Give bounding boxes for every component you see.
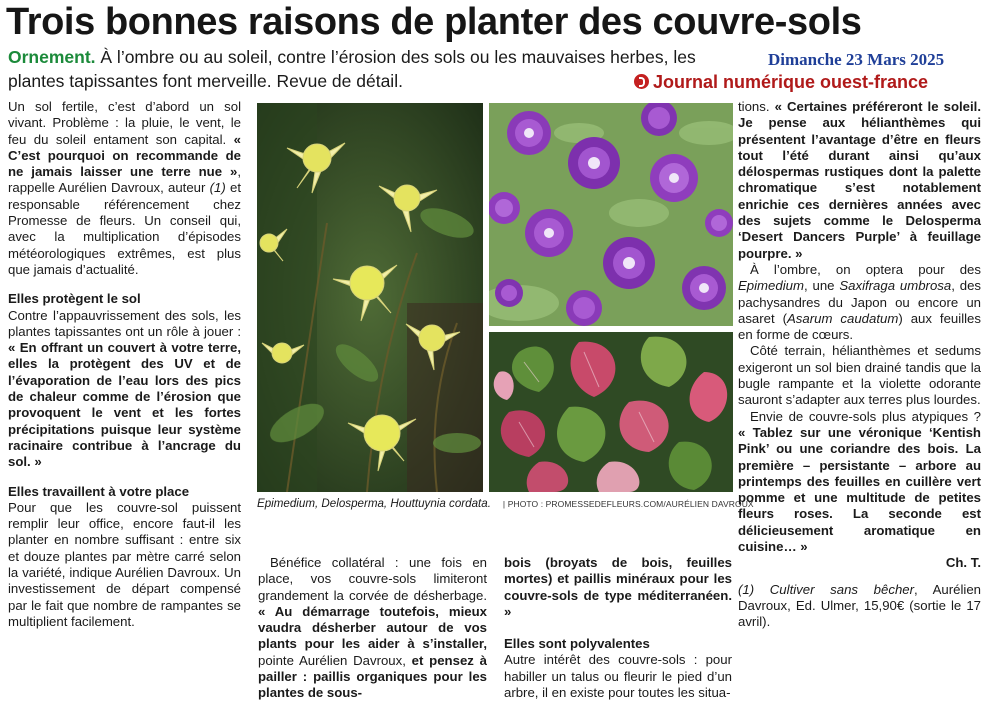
photo-epimedium [257, 103, 483, 492]
photo-credit: | PHOTO : PROMESSEDEFLEURS.COM/AURÉLIEN DAVROUX [502, 499, 754, 509]
paragraph [738, 262, 981, 343]
latin-name: Epimedium [738, 278, 804, 294]
footnote [738, 582, 981, 631]
text-run: , Aurélien Davroux, Ed. Ulmer, 15,90€ (sortie le 17 avril). [738, 581, 982, 630]
quote: « Certaines préféreront le soleil. Je pense aux hélianthèmes qui présentent l’avantage d’être en fleurs tout l’été durant ainsi qu’aux délospermas rustiques dont la palette chromatique s’est notablement enrichie ces dernières années avec des sujets comme le Delosperma ‘Desert Dancers Purple’ à feuillage pourpre. » [738, 99, 982, 261]
paragraph [738, 409, 981, 556]
book-title: (1) Cultiver sans bêcher [738, 581, 915, 597]
subheading: Elles protègent le sol [8, 291, 141, 307]
text-run: Bénéfice collatéral : une fois en place, vos couvre-sols limiteront grandement la corvée de désherbage. [258, 555, 487, 603]
text-run: , une [803, 278, 840, 294]
text-run: pointe Aurélien Davroux, [258, 652, 412, 668]
paragraph [8, 99, 241, 278]
headline: Trois bonnes raisons de planter des couvre-sols [6, 1, 862, 43]
quote: « Au démarrage toutefois, mieux vaudra désherber autour de vos plants pour les aider à s’installer, [258, 603, 487, 652]
text-run: ) aux feuilles en forme de cœurs. [738, 310, 981, 343]
text-run: tions. [738, 99, 775, 114]
text-run: Contre l’appauvrissement des sols, les plantes tapissantes ont un rôle à jouer : [8, 307, 241, 339]
article-column-1 [8, 99, 241, 630]
text-run: Envie de couvre-sols plus atypiques ? [750, 408, 981, 424]
paragraph [258, 555, 487, 702]
article-column-3 [504, 555, 732, 701]
photo-delosperma [489, 103, 733, 326]
paragraph: Pour que les couvre-sol puissent remplir leur office, encore faut-il les planter en nombre suffisant : entre six et douze plantes par mètre carré selon la variété, indique Aurélien Davroux. Un investissement de départ compensé par le fait que nombre de rampantes se multiplient facilement. [8, 499, 241, 629]
text-run: et responsable référencement chez Promesse de fleurs. Un conseil qui, avec la multiplication d’épisodes météorologiques extrêmes, est plus que jamais d’actualité. [8, 180, 241, 277]
paragraph [504, 555, 732, 620]
caption-text: Epimedium, Delosperma, Houttuynia cordata. [257, 497, 491, 510]
quote: « Tablez sur une véronique ‘Kentish Pink’ ou une coriandre des bois. La première – persistante – arbore au printemps des feuilles en cuillère vert pomme et une multitude de petites fleurs roses. La seconde est délicieusement aromatique en cuisine… » [738, 424, 981, 555]
paragraph [738, 99, 981, 262]
subheading: Elles travaillent à votre place [8, 483, 190, 499]
article-column-2 [258, 555, 487, 702]
quote: et pensez à pailler : paillis organiques pour les plantes de sous- [258, 652, 487, 701]
journal-label: Journal numérique ouest-france [653, 72, 929, 92]
author-signature: Ch. T. [945, 555, 981, 571]
quote: « En offrant un couvert à votre terre, elles la protègent des UV et de l’évaporation de l’eau lors des pics de chaleur comme de l’érosion que provoquent le vent et les fortes précipitations puisque leur système racinaire contribue à l’ancrage du sol. » [8, 340, 241, 470]
article-column-4 [738, 99, 981, 631]
ouest-france-logo-icon [634, 74, 649, 89]
paragraph: Côté terrain, hélianthèmes et sedums exigeront un sol bien drainé tandis que la bugle rampante et la violette odorante sauront s’adapter aux terres plus lourdes. [738, 343, 981, 408]
deck-kicker: Ornement. [8, 47, 96, 67]
journal-name [634, 72, 928, 93]
publication-date: Dimanche 23 Mars 2025 [768, 50, 945, 69]
photo-caption [257, 497, 754, 510]
latin-name: Saxifraga umbrosa [839, 278, 952, 294]
text-run: À l’ombre, on optera pour des [750, 261, 981, 277]
subheading: Elles sont polyvalentes [504, 636, 650, 652]
photo-houttuynia [489, 332, 733, 492]
footnote-ref: (1) [209, 180, 226, 196]
paragraph: Autre intérêt des couvre-sols : pour habiller un talus ou fleurir le pied d’un arbre, il en existe pour toutes les situa- [504, 652, 732, 701]
text-run: Un sol fertile, c’est d’abord un sol vivant. Problème : la pluie, le vent, le feu du soleil entament son capital. [8, 99, 241, 147]
text-run: , des pachysandres du Japon ou encore un asaret ( [738, 278, 981, 326]
latin-name: Asarum caudatum [787, 310, 899, 326]
deck-text: À l’ombre ou au soleil, contre l’érosion des sols ou les mauvaises herbes, les plantes tapissantes font merveille. Revue de détail. [8, 47, 696, 91]
quote: bois (broyats de bois, feuilles mortes) et paillis minéraux pour les couvre-sols de type méditerranéen. » [504, 555, 732, 619]
text-run: , rappelle Aurélien Davroux, auteur [8, 164, 241, 196]
quote: « C’est pourquoi on recommande de ne jamais laisser une terre nue » [8, 131, 241, 180]
paragraph [8, 308, 241, 471]
